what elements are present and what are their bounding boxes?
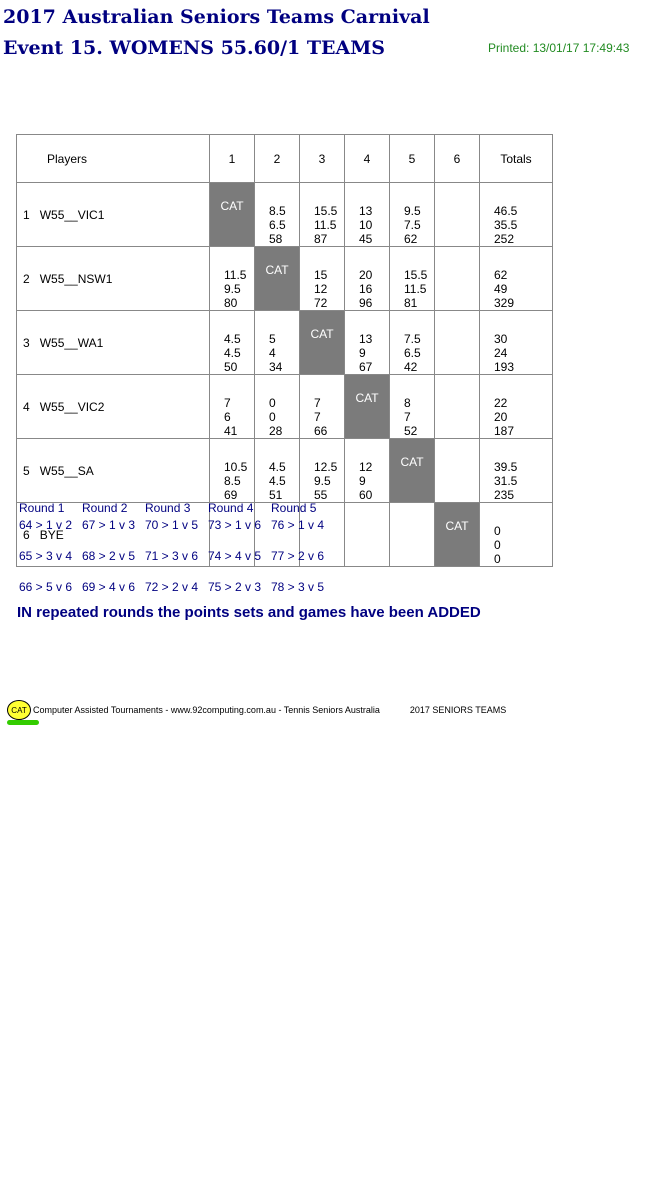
score-value: 13 <box>359 204 373 218</box>
score-cell <box>390 311 435 375</box>
team-name-cell <box>17 247 210 311</box>
team-name: W55__VIC1 <box>39 207 105 222</box>
round-header: Round 2 <box>82 500 128 515</box>
cat-cell: CAT <box>390 439 435 503</box>
score-value: 9 <box>359 346 366 360</box>
team-row <box>17 439 553 503</box>
score-value: 12 <box>314 282 328 296</box>
score-value: 10 <box>359 218 373 232</box>
score-value: 4.5 <box>224 346 241 360</box>
score-cell <box>345 183 390 247</box>
round-match: 72 > 2 v 4 <box>145 579 199 594</box>
total-value: 187 <box>494 424 515 438</box>
score-value: 55 <box>314 488 328 502</box>
total-value: 46.5 <box>494 204 518 218</box>
score-value: 0 <box>269 396 276 410</box>
round-match: 69 > 4 v 6 <box>82 579 136 594</box>
column-header-5: 5 <box>390 135 435 183</box>
round-match: 71 > 3 v 6 <box>145 548 199 563</box>
score-cell <box>255 439 300 503</box>
score-cell <box>435 183 480 247</box>
score-value: 67 <box>359 360 373 374</box>
round-match: 74 > 4 v 5 <box>208 548 262 563</box>
cat-logo-icon: CAT <box>7 700 31 720</box>
score-cell <box>300 375 345 439</box>
score-value: 16 <box>359 282 373 296</box>
score-value: 8 <box>404 396 411 410</box>
grid-header-row <box>17 135 553 183</box>
cat-cell: CAT <box>435 503 480 567</box>
total-value: 252 <box>494 232 515 246</box>
score-cell <box>390 503 435 567</box>
score-value: 72 <box>314 296 328 310</box>
score-value: 41 <box>224 424 238 438</box>
score-cell <box>210 247 255 311</box>
score-cell <box>435 375 480 439</box>
round-header: Round 3 <box>145 500 191 515</box>
round-header: Round 4 <box>208 500 254 515</box>
score-value: 81 <box>404 296 418 310</box>
total-value: 20 <box>494 410 508 424</box>
score-value: 13 <box>359 332 373 346</box>
round-match: 70 > 1 v 5 <box>145 517 199 532</box>
score-value: 7.5 <box>404 332 421 346</box>
page-title: 2017 Australian Seniors Teams Carnival <box>3 6 430 28</box>
score-value: 6.5 <box>269 218 286 232</box>
score-value: 10.5 <box>224 460 248 474</box>
total-value: 30 <box>494 332 508 346</box>
round-match: 76 > 1 v 4 <box>271 517 325 532</box>
score-value: 7 <box>314 396 321 410</box>
score-cell <box>390 183 435 247</box>
score-value: 15 <box>314 268 328 282</box>
round-match: 66 > 5 v 6 <box>19 579 73 594</box>
totals-cell <box>480 247 553 311</box>
totals-header: Totals <box>480 135 553 183</box>
team-name: W55__VIC2 <box>39 399 105 414</box>
round-header: Round 1 <box>19 500 65 515</box>
totals-cell <box>480 503 553 567</box>
players-header: Players <box>17 135 210 183</box>
totals-cell <box>480 311 553 375</box>
cat-cell: CAT <box>210 183 255 247</box>
score-cell <box>435 247 480 311</box>
score-cell <box>210 311 255 375</box>
score-cell <box>390 247 435 311</box>
score-value: 60 <box>359 488 373 502</box>
rounds-match-row <box>19 547 334 564</box>
score-cell <box>255 311 300 375</box>
score-value: 4 <box>269 346 276 360</box>
totals-cell <box>480 439 553 503</box>
column-header-6: 6 <box>435 135 480 183</box>
score-value: 7.5 <box>404 218 421 232</box>
score-cell <box>300 439 345 503</box>
footer <box>7 700 506 720</box>
score-value: 11.5 <box>314 218 337 232</box>
score-value: 80 <box>224 296 238 310</box>
team-name: BYE <box>39 527 64 542</box>
team-row <box>17 311 553 375</box>
score-value: 62 <box>404 232 418 246</box>
total-value: 35.5 <box>494 218 518 232</box>
score-value: 11.5 <box>224 268 247 282</box>
team-index: 6 <box>23 527 30 542</box>
score-value: 66 <box>314 424 328 438</box>
rounds-match-row <box>19 578 334 595</box>
round-header: Round 5 <box>271 500 317 515</box>
team-row <box>17 247 553 311</box>
score-cell <box>345 247 390 311</box>
totals-cell <box>480 183 553 247</box>
team-index: 4 <box>23 399 30 414</box>
score-value: 9 <box>359 474 366 488</box>
team-name-cell <box>17 439 210 503</box>
score-value: 51 <box>269 488 283 502</box>
footer-right-text: 2017 SENIORS TEAMS <box>409 705 507 715</box>
score-value: 42 <box>404 360 418 374</box>
score-value: 9.5 <box>314 474 331 488</box>
score-value: 4.5 <box>269 474 286 488</box>
score-value: 4.5 <box>269 460 286 474</box>
score-value: 45 <box>359 232 373 246</box>
score-value: 50 <box>224 360 238 374</box>
score-value: 4.5 <box>224 332 241 346</box>
round-match: 75 > 2 v 3 <box>208 579 262 594</box>
team-name: W55__WA1 <box>39 335 104 350</box>
round-match: 64 > 1 v 2 <box>19 517 73 532</box>
column-header-4: 4 <box>345 135 390 183</box>
score-value: 15.5 <box>404 268 428 282</box>
team-index: 1 <box>23 207 30 222</box>
score-cell <box>210 375 255 439</box>
score-cell <box>300 247 345 311</box>
score-cell <box>255 183 300 247</box>
team-index: 2 <box>23 271 30 286</box>
cat-cell: CAT <box>300 311 345 375</box>
score-value: 20 <box>359 268 373 282</box>
column-header-3: 3 <box>300 135 345 183</box>
score-value: 87 <box>314 232 328 246</box>
score-cell <box>345 311 390 375</box>
score-cell <box>210 439 255 503</box>
total-value: 24 <box>494 346 508 360</box>
total-value: 0 <box>494 538 501 552</box>
score-cell <box>255 375 300 439</box>
round-match: 77 > 2 v 6 <box>271 548 325 563</box>
event-title: Event 15. WOMENS 55.60/1 TEAMS <box>3 37 385 59</box>
score-value: 34 <box>269 360 283 374</box>
round-match: 65 > 3 v 4 <box>19 548 73 563</box>
score-cell <box>435 311 480 375</box>
rounds-schedule <box>19 499 334 595</box>
score-value: 0 <box>269 410 276 424</box>
score-value: 5 <box>269 332 276 346</box>
column-header-2: 2 <box>255 135 300 183</box>
total-value: 31.5 <box>494 474 518 488</box>
total-value: 0 <box>494 524 501 538</box>
score-value: 12.5 <box>314 460 338 474</box>
footer-text: Computer Assisted Tournaments - www.92computing.com.au - Tennis Seniors Australia <box>33 705 380 715</box>
total-value: 62 <box>494 268 508 282</box>
repeated-rounds-note: IN repeated rounds the points sets and games have been ADDED <box>17 604 481 621</box>
total-value: 0 <box>494 552 501 566</box>
team-index: 5 <box>23 463 30 478</box>
total-value: 329 <box>494 296 515 310</box>
team-name-cell <box>17 311 210 375</box>
score-value: 7 <box>314 410 321 424</box>
total-value: 235 <box>494 488 515 502</box>
rounds-match-row <box>19 516 334 533</box>
score-cell <box>300 183 345 247</box>
team-name: W55__NSW1 <box>39 271 113 286</box>
total-value: 39.5 <box>494 460 518 474</box>
round-match: 73 > 1 v 6 <box>208 517 262 532</box>
score-cell <box>345 439 390 503</box>
team-name-cell <box>17 183 210 247</box>
score-value: 28 <box>269 424 283 438</box>
printed-timestamp: Printed: 13/01/17 17:49:43 <box>488 41 630 55</box>
team-index: 3 <box>23 335 30 350</box>
team-name: W55__SA <box>39 463 94 478</box>
team-row <box>17 183 553 247</box>
score-cell <box>345 503 390 567</box>
score-value: 15.5 <box>314 204 338 218</box>
score-value: 7 <box>224 396 231 410</box>
team-name-cell <box>17 375 210 439</box>
column-header-1: 1 <box>210 135 255 183</box>
score-value: 8.5 <box>269 204 286 218</box>
totals-cell <box>480 375 553 439</box>
round-match: 68 > 2 v 5 <box>82 548 136 563</box>
team-row <box>17 375 553 439</box>
score-value: 69 <box>224 488 238 502</box>
score-value: 12 <box>359 460 373 474</box>
score-value: 6 <box>224 410 231 424</box>
score-value: 11.5 <box>404 282 427 296</box>
score-value: 7 <box>404 410 411 424</box>
score-value: 6.5 <box>404 346 421 360</box>
total-value: 49 <box>494 282 508 296</box>
score-value: 58 <box>269 232 283 246</box>
score-value: 9.5 <box>404 204 421 218</box>
total-value: 193 <box>494 360 515 374</box>
rounds-header-row <box>19 499 334 516</box>
score-value: 96 <box>359 296 373 310</box>
score-cell <box>435 439 480 503</box>
round-match: 67 > 1 v 3 <box>82 517 136 532</box>
cat-cell: CAT <box>255 247 300 311</box>
round-match: 78 > 3 v 5 <box>271 579 325 594</box>
total-value: 22 <box>494 396 508 410</box>
score-value: 8.5 <box>224 474 241 488</box>
logo-underline <box>7 720 39 725</box>
cat-cell: CAT <box>345 375 390 439</box>
score-cell <box>390 375 435 439</box>
score-value: 9.5 <box>224 282 241 296</box>
score-value: 52 <box>404 424 418 438</box>
